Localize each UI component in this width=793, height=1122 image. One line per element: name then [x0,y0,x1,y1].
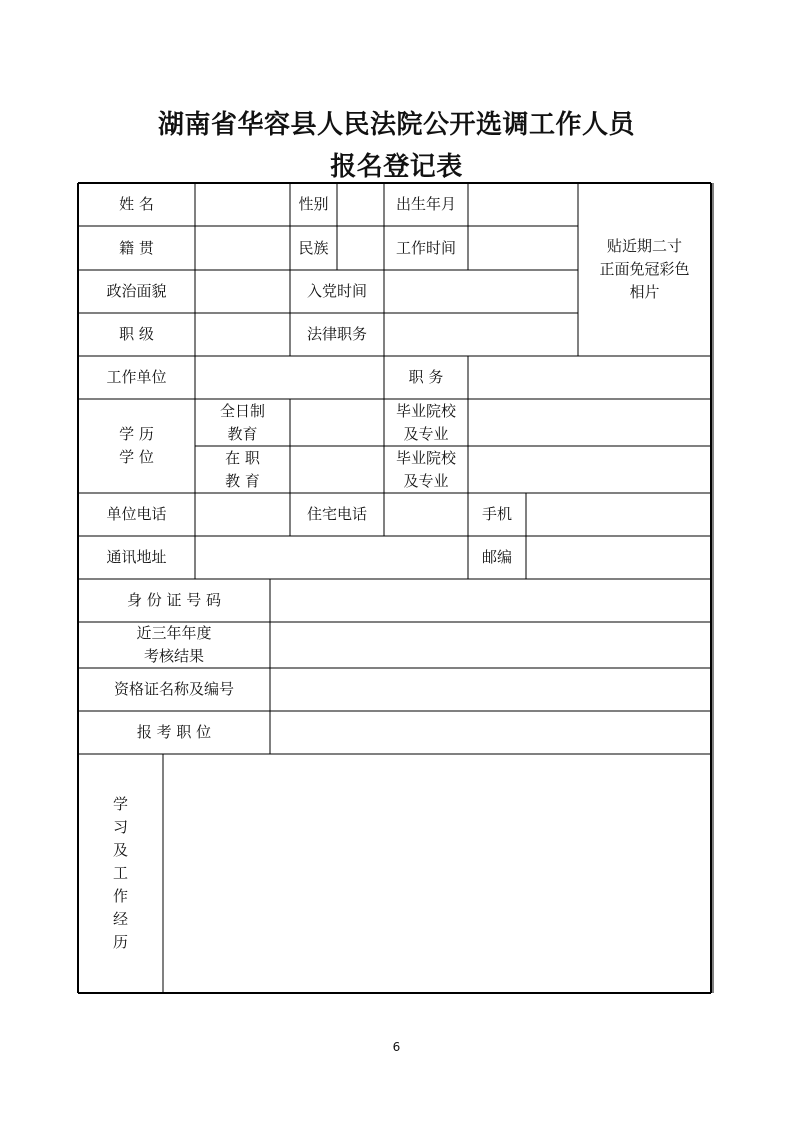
inservice-education-field[interactable] [290,446,384,493]
ethnicity-field[interactable] [337,226,384,270]
office-phone-field[interactable] [195,493,290,536]
position-field[interactable] [468,356,711,399]
label-ethnicity: 民族 [298,238,329,257]
school-major-fulltime-field[interactable] [468,399,711,446]
party-join-date-field[interactable] [384,270,578,313]
label-applied-position: 报 考 职 位 [136,723,212,741]
postcode-field[interactable] [526,536,711,579]
applied-position-field[interactable] [270,711,711,754]
label-home-phone: 住宅电话 [306,505,367,523]
label-postcode: 邮编 [481,548,512,566]
label-study-work-history: 学 习 及 工 作 经 历 [112,795,128,951]
label-name: 姓 名 [119,195,154,213]
annual-assessment-field[interactable] [270,622,711,668]
rank-field[interactable] [195,313,290,356]
work-unit-field[interactable] [195,356,384,399]
label-school-major-inservice: 毕业院校 及专业 [395,448,456,490]
study-work-history-field[interactable] [163,754,711,993]
legal-title-field[interactable] [384,313,578,356]
address-field[interactable] [195,536,468,579]
label-gender: 性别 [298,195,329,213]
home-phone-field[interactable] [384,493,468,536]
label-education-degree: 学 历 学 位 [119,425,154,466]
label-mobile: 手机 [481,505,512,523]
mobile-field[interactable] [526,493,711,536]
gender-field[interactable] [337,183,384,226]
label-native-place: 籍 贯 [119,238,154,257]
id-number-field[interactable] [270,579,711,622]
label-party-join-date: 入党时间 [306,282,367,300]
label-birth-date: 出生年月 [395,195,456,213]
name-field[interactable] [195,183,290,226]
label-school-major-fulltime: 毕业院校 及专业 [395,401,456,443]
political-status-field[interactable] [195,270,290,313]
fulltime-education-field[interactable] [290,399,384,446]
birth-date-field[interactable] [468,183,578,226]
label-annual-assessment: 近三年年度 考核结果 [136,624,212,665]
label-fulltime-education: 全日制 教育 [219,401,265,443]
label-address: 通讯地址 [106,548,167,566]
label-work-unit: 工作单位 [106,368,167,386]
label-id-number: 身 份 证 号 码 [126,591,222,609]
label-rank: 职 级 [119,325,154,343]
form-title-line2: 报名登记表 [330,152,463,182]
photo-placeholder[interactable]: 贴近期二寸 正面免冠彩色 相片 [599,237,690,301]
label-work-start-date: 工作时间 [395,238,456,257]
form-title-line1: 湖南省华容县人民法院公开选调工作人员 [157,110,635,140]
label-certificate: 资格证名称及编号 [113,680,234,698]
label-position: 职 务 [408,368,444,386]
label-office-phone: 单位电话 [106,505,167,523]
school-major-inservice-field[interactable] [468,446,711,493]
work-start-date-field[interactable] [468,226,578,270]
label-legal-title: 法律职务 [306,325,367,343]
label-political-status: 政治面貌 [106,282,167,300]
native-place-field[interactable] [195,226,290,270]
label-inservice-education: 在 职 教 育 [225,448,260,490]
page-number: 6 [392,1040,401,1054]
certificate-field[interactable] [270,668,711,711]
